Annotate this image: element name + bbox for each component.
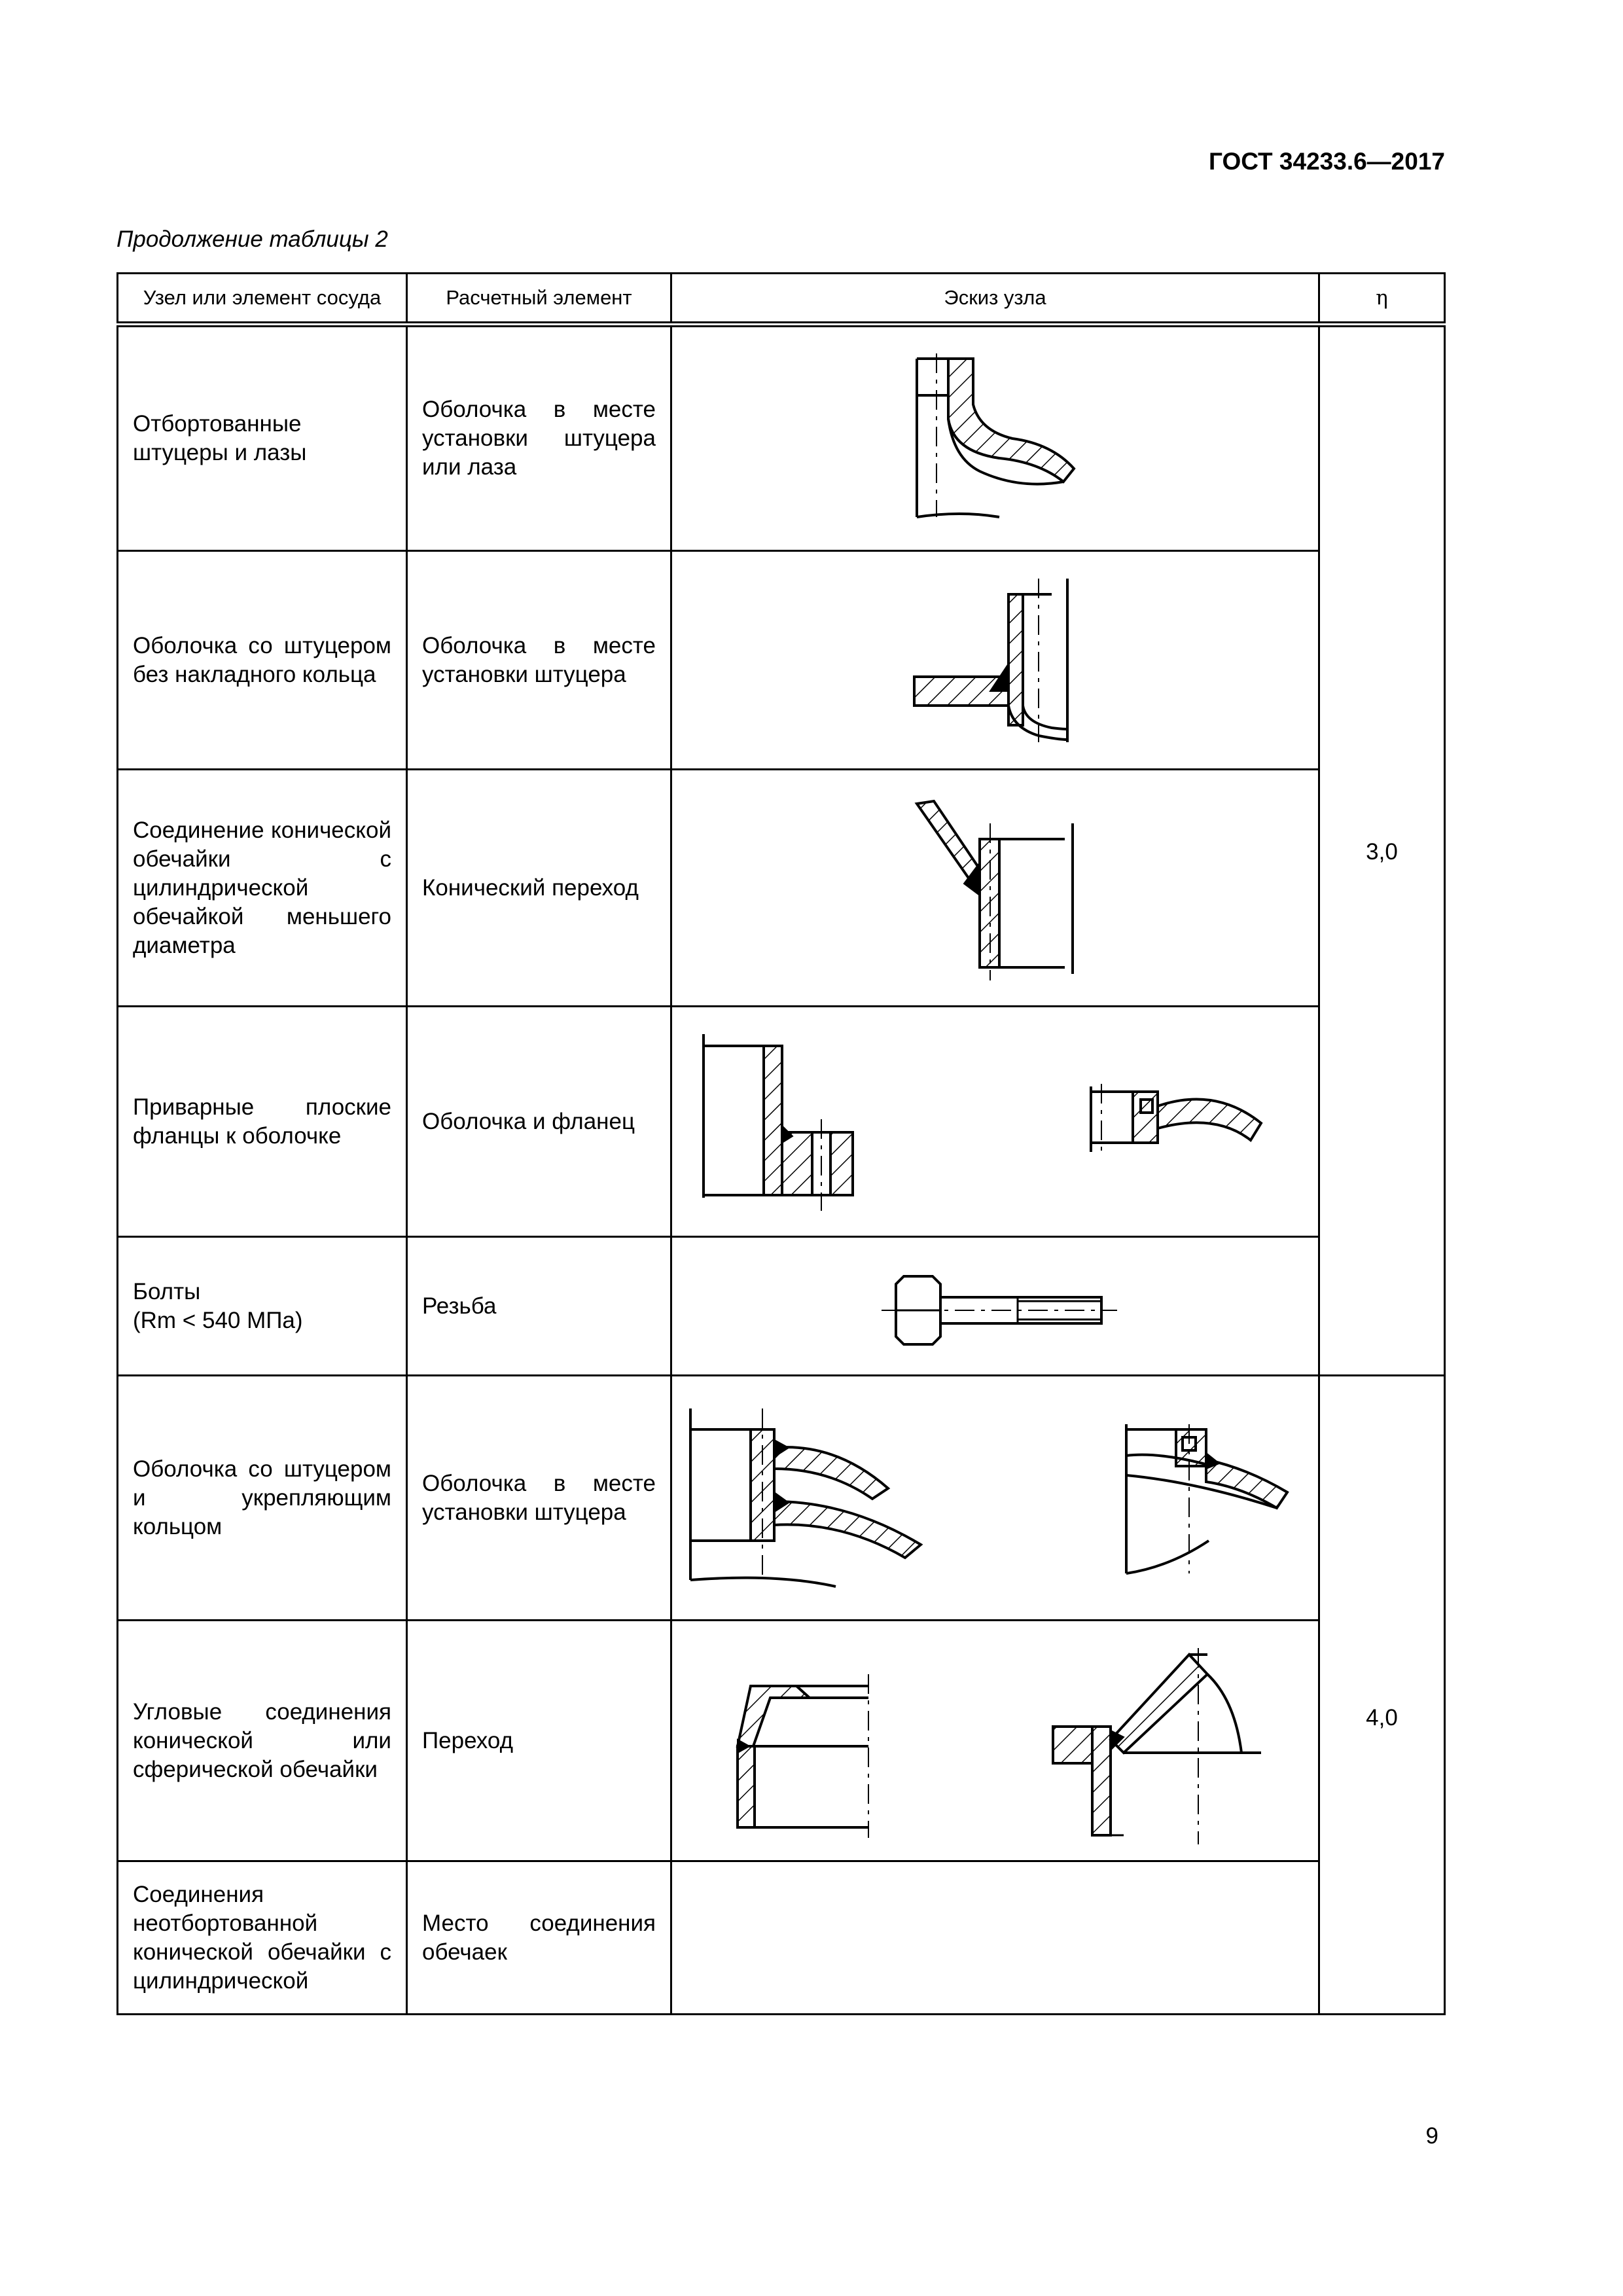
element-cell: Оболочка и фланец (407, 1007, 671, 1237)
node-cell: Соединение конической обечайки с цилиндрической обечайкой меньшего диаметра (118, 770, 407, 1007)
node-text: Болты (133, 1278, 201, 1304)
table-row (118, 1007, 1445, 1237)
eta-value: 3,0 (1366, 839, 1398, 865)
sketch-cell (671, 770, 1319, 1007)
eta-cell (1319, 325, 1445, 1376)
table-header-row (118, 274, 1445, 325)
element-cell: Оболочка в месте установки штуцера или лаза (407, 325, 671, 551)
table-row (118, 325, 1445, 551)
standard-code: ГОСТ 34233.6—2017 (1208, 148, 1445, 175)
node-cell: Оболочка со штуцером и укрепляющим кольцом (118, 1376, 407, 1621)
table-row (118, 1621, 1445, 1861)
sketch-cell (671, 1861, 1319, 2015)
column-header-sketch: Эскиз узла (671, 274, 1319, 325)
sketch-cell (671, 551, 1319, 770)
element-cell: Переход (407, 1621, 671, 1861)
flanged-nozzle-sketch (672, 327, 1320, 550)
node-cell: Приварные плоские фланцы к оболочке (118, 1007, 407, 1237)
bolt-sketch (672, 1238, 1320, 1374)
element-cell: Конический переход (407, 770, 671, 1007)
table-row (118, 770, 1445, 1007)
node-cell: Соединения неотбортованной конической обечайки с цилиндрической (118, 1861, 407, 2015)
sketch-cell (671, 1237, 1319, 1376)
sketch-cell (671, 1376, 1319, 1621)
table-row (118, 1237, 1445, 1376)
node-cell: Угловые соединения конической или сферической обечайки (118, 1621, 407, 1861)
element-cell: Место соединения обечаек (407, 1861, 671, 2015)
column-header-node: Узел или элемент сосуда (118, 274, 407, 325)
element-cell: Резьба (407, 1237, 671, 1376)
table-row (118, 551, 1445, 770)
sketch-cell (671, 1621, 1319, 1861)
cone-cylinder-joint-sketch (672, 771, 1320, 1005)
corner-joint-sketch (672, 1622, 1320, 1860)
nozzle-with-ring-sketch (672, 1377, 1320, 1619)
table-row (118, 1861, 1445, 2015)
table-caption: Продолжение таблицы 2 (116, 226, 388, 252)
page-number: 9 (1425, 2123, 1438, 2149)
calculation-table (116, 272, 1446, 2015)
column-header-element: Расчетный элемент (407, 274, 671, 325)
node-cell: Отбортованные штуцеры и лазы (118, 325, 407, 551)
node-cell: Оболочка со штуцером без накладного кольца (118, 551, 407, 770)
node-cell (118, 1237, 407, 1376)
eta-cell (1319, 1376, 1445, 2015)
sketch-cell (671, 325, 1319, 551)
sketch-cell (671, 1007, 1319, 1237)
element-cell: Оболочка в месте установки штуцера (407, 551, 671, 770)
node-formula: (Rm < 540 МПа) (133, 1307, 303, 1333)
welded-flat-flange-sketch (672, 1008, 1320, 1236)
table-row (118, 1376, 1445, 1621)
nozzle-without-ring-sketch (672, 552, 1320, 768)
element-cell: Оболочка в месте установки штуцера (407, 1376, 671, 1621)
column-header-eta: η (1319, 274, 1445, 325)
eta-value: 4,0 (1366, 1705, 1398, 1731)
